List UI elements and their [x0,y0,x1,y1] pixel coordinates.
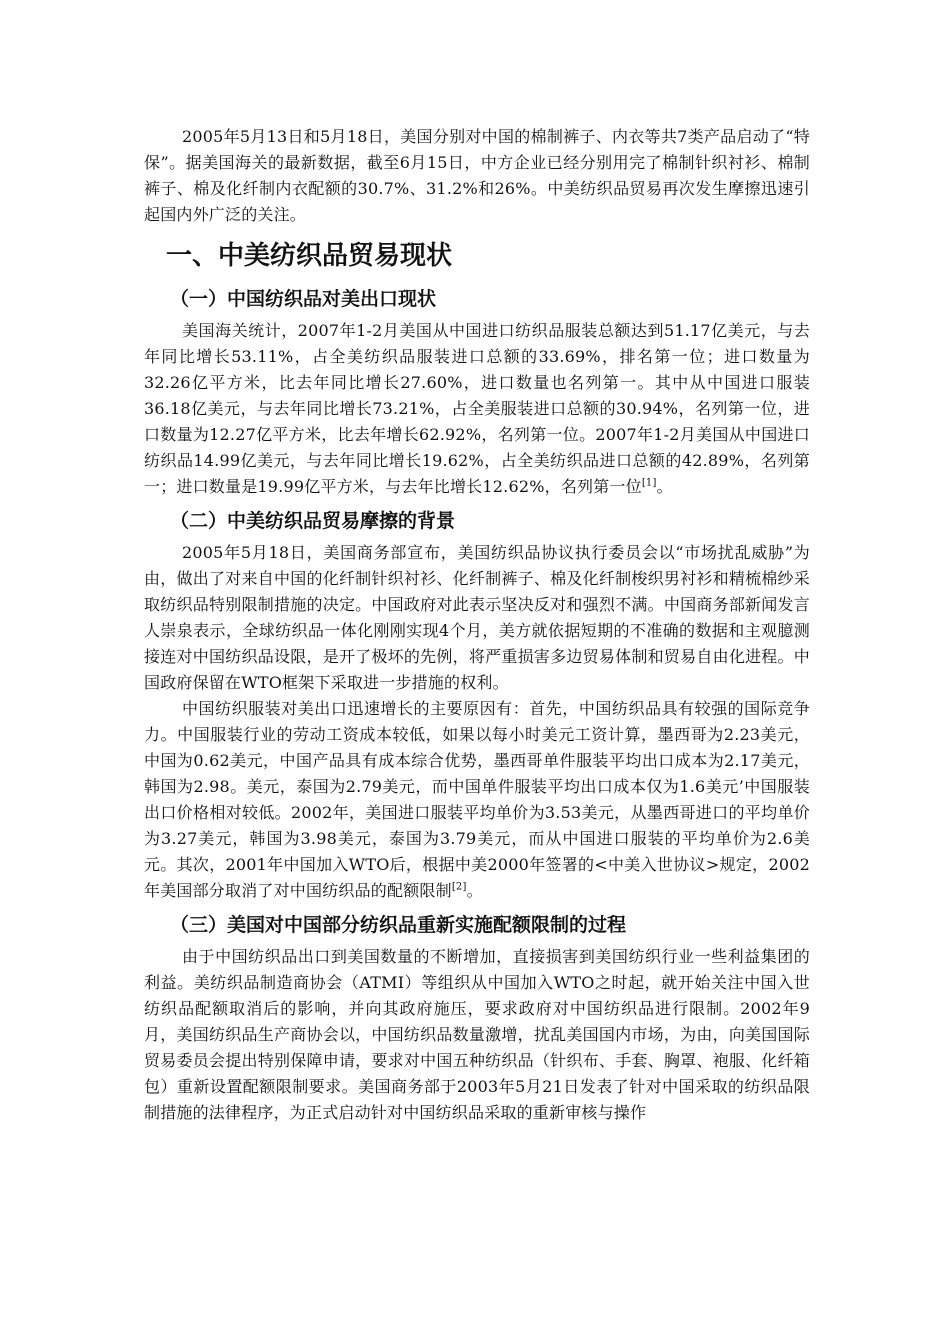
subsection-2-paragraph-1: 2005年5月18日，美国商务部宣布，美国纺织品协议执行委员会以“市场扰乱威胁”为由，做出了对来自中国的化纤制针织衬衫、化纤制裤子、棉及化纤制梭织男衬衫和精梳棉纱采取纺织品特别限制措施的决定。中国政府对此表示坚决反对和强烈不满。中国商务部新闻发言人崇泉表示，全球纺织品一体化刚刚实现4个月，美方就依据短期的不准确的数据和主观臆测接连对中国纺织品设限，是开了极坏的先例，将严重损害多边贸易体制和贸易自由化进程。中国政府保留在WTO框架下采取进一步措施的权利。 [144,543,810,692]
citation-1: [1] [641,477,657,489]
subsection-1-paragraph [144,318,810,500]
document-body [144,124,810,1126]
section-heading-1: 一、中美纺织品贸易现状 [166,241,453,271]
subsection-2-text: 中国纺织服装对美出口迅速增长的主要原因有：首先，中国纺织品具有较强的国际竞争力。中国服装行业的劳动工资成本较低，如果以每小时美元工资计算，墨西哥为2.23美元，中国为0.62美元，中国产品具有成本综合优势，墨西哥单件服装平均出口成本为2.17美元，韩国为2.98。美元，泰国为2.79美元，而中国单件服装平均出口成本仅为1.6美元’中国服装出口价格相对较低。2002年，美国进口服装平均单价为3.53美元，从墨西哥进口的平均单价为3.27美元，韩国为3.98美元，泰国为3.79美元，而从中国进口服装的平均单价为2.6美元。其次，2001年中国加入WTO后，根据中美2000年签署的<中美入世协议>规定，2002年美国部分取消了对中国纺织品的配额限制 [144,699,810,900]
subsection-heading-1: （一）中国纺织品对美出口现状 [170,288,437,310]
subsection-2-end: 。 [466,881,483,900]
subsection-1-end: 。 [656,477,673,496]
citation-2: [2] [451,881,467,893]
subsection-3-paragraph: 由于中国纺织品出口到美国数量的不断增加，直接损害到美国纺织行业一些利益集团的利益。美纺织品制造商协会（ATMI）等组织从中国加入WTO之时起，就开始关注中国入世纺织品配额取消后的影响，并向其政府施压，要求政府对中国纺织品进行限制。2002年9月，美国纺织品生产商协会以，中国纺织品数量激增，扰乱美国国内市场，为由，向美国国际贸易委员会提出特别保障申请，要求对中国五种纺织品（针织布、手套、胸罩、袍服、化纤箱包）重新设置配额限制要求。美国商务部于2003年5月21日发表了针对中国采取的纺织品限制措施的法律程序，为正式启动针对中国纺织品采取的重新审核与操作 [144,947,810,1122]
subsection-2-paragraph-2 [144,696,810,904]
intro-paragraph: 2005年5月13日和5月18日，美国分别对中国的棉制裤子、内衣等共7类产品启动了“特保”。据美国海关的最新数据，截至6月15日，中方企业已经分别用完了棉制针织衬衫、棉制裤子、棉及化纤制内衣配额的30.7%、31.2%和26%。中美纺织品贸易再次发生摩擦迅速引起国内外广泛的关注。 [144,127,810,224]
subsection-1-text: 美国海关统计，2007年1-2月美国从中国进口纺织品服装总额达到51.17亿美元，与去年同比增长53.11%，占全美纺织品服装进口总额的33.69%，排名第一位；进口数量为32.26亿平方米，比去年同比增长27.60%，进口数量也名列第一。其中从中国进口服装36.18亿美元，与去年同比增长73.21%，占全美服装进口总额的30.94%，名列第一位，进口数量为12.27亿平方米，比去年增长62.92%，名列第一位。2007年1-2月美国从中国进口纺织品14.99亿美元，与去年同比增长19.62%，占全美纺织品进口总额的42.89%，名列第一；进口数量是19.99亿平方米，与去年比增长12.62%，名列第一位 [144,321,810,496]
subsection-heading-2: （二）中美纺织品贸易摩擦的背景 [170,510,456,532]
subsection-heading-3: （三）美国对中国部分纺织品重新实施配额限制的过程 [170,914,627,936]
